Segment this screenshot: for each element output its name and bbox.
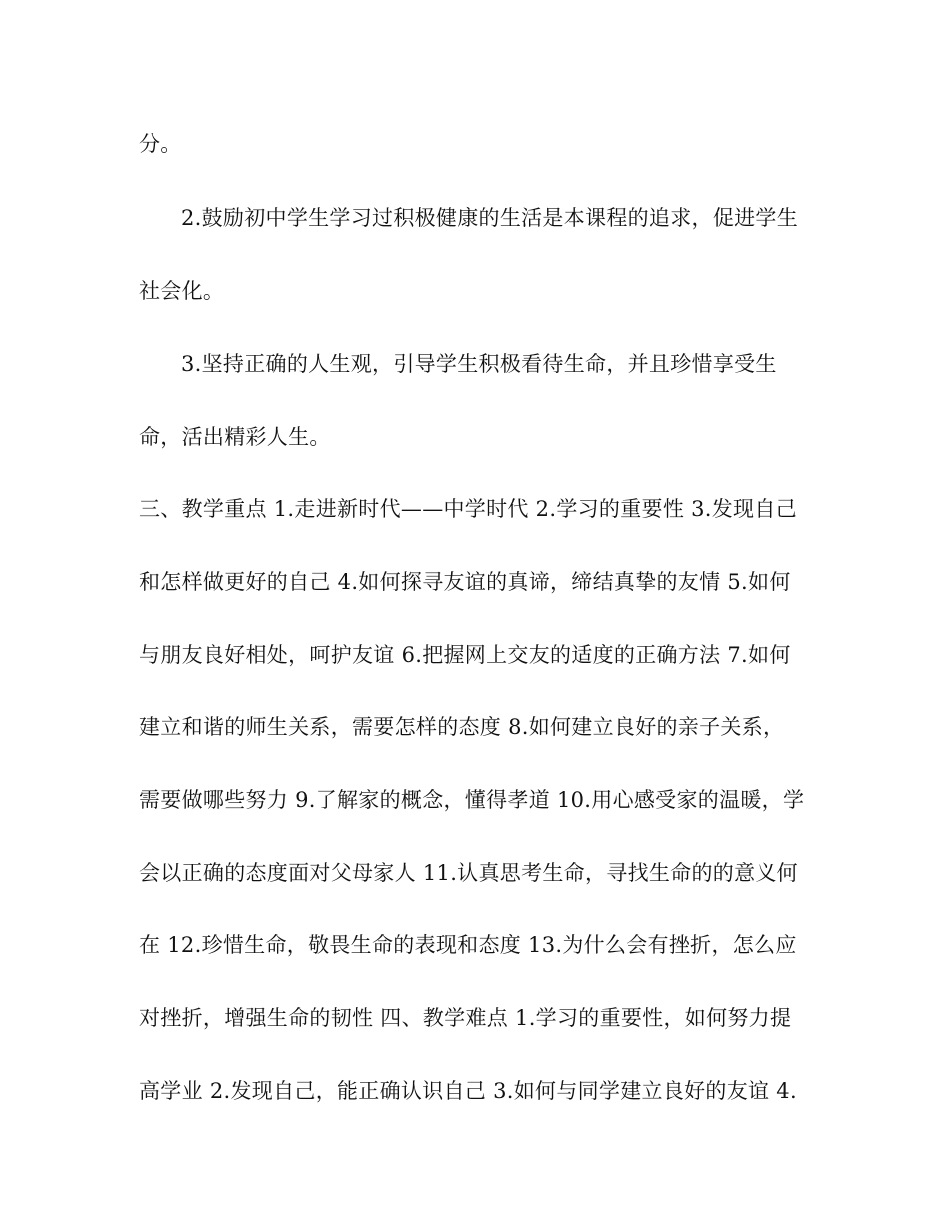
text-line-5: 命，活出精彩人生。	[139, 425, 331, 449]
text-line-7: 和怎样做更好的自己 4.如何探寻友谊的真谛，缔结真挚的友情 5.如何	[139, 570, 791, 594]
text-line-11: 会以正确的态度面对父母家人 11.认真思考生命，寻找生命的的意义何	[139, 861, 798, 885]
text-line-3: 社会化。	[139, 279, 225, 303]
text-line-9: 建立和谐的师生关系，需要怎样的态度 8.如何建立良好的亲子关系，	[139, 715, 785, 739]
text-line-2: 2.鼓励初中学生学习过积极健康的生活是本课程的追求，促进学生	[181, 206, 799, 230]
text-line-1: 分。	[139, 132, 182, 156]
text-line-13: 对挫折，增强生命的韧性 四、教学难点 1.学习的重要性，如何努力提	[139, 1006, 792, 1030]
text-line-4: 3.坚持正确的人生观，引导学生积极看待生命，并且珍惜享受生	[181, 352, 777, 376]
text-line-14: 高学业 2.发现自己，能正确认识自己 3.如何与同学建立良好的友谊 4.	[139, 1079, 797, 1103]
text-line-12: 在 12.珍惜生命，敬畏生命的表现和态度 13.为什么会有挫折，怎么应	[139, 933, 797, 957]
text-line-8: 与朋友良好相处，呵护友谊 6.把握网上交友的适度的正确方法 7.如何	[139, 643, 791, 667]
text-line-10: 需要做哪些努力 9.了解家的概念，懂得孝道 10.用心感受家的温暖，学	[139, 788, 805, 812]
text-line-6: 三、教学重点 1.走进新时代——中学时代 2.学习的重要性 3.发现自己	[139, 497, 797, 521]
